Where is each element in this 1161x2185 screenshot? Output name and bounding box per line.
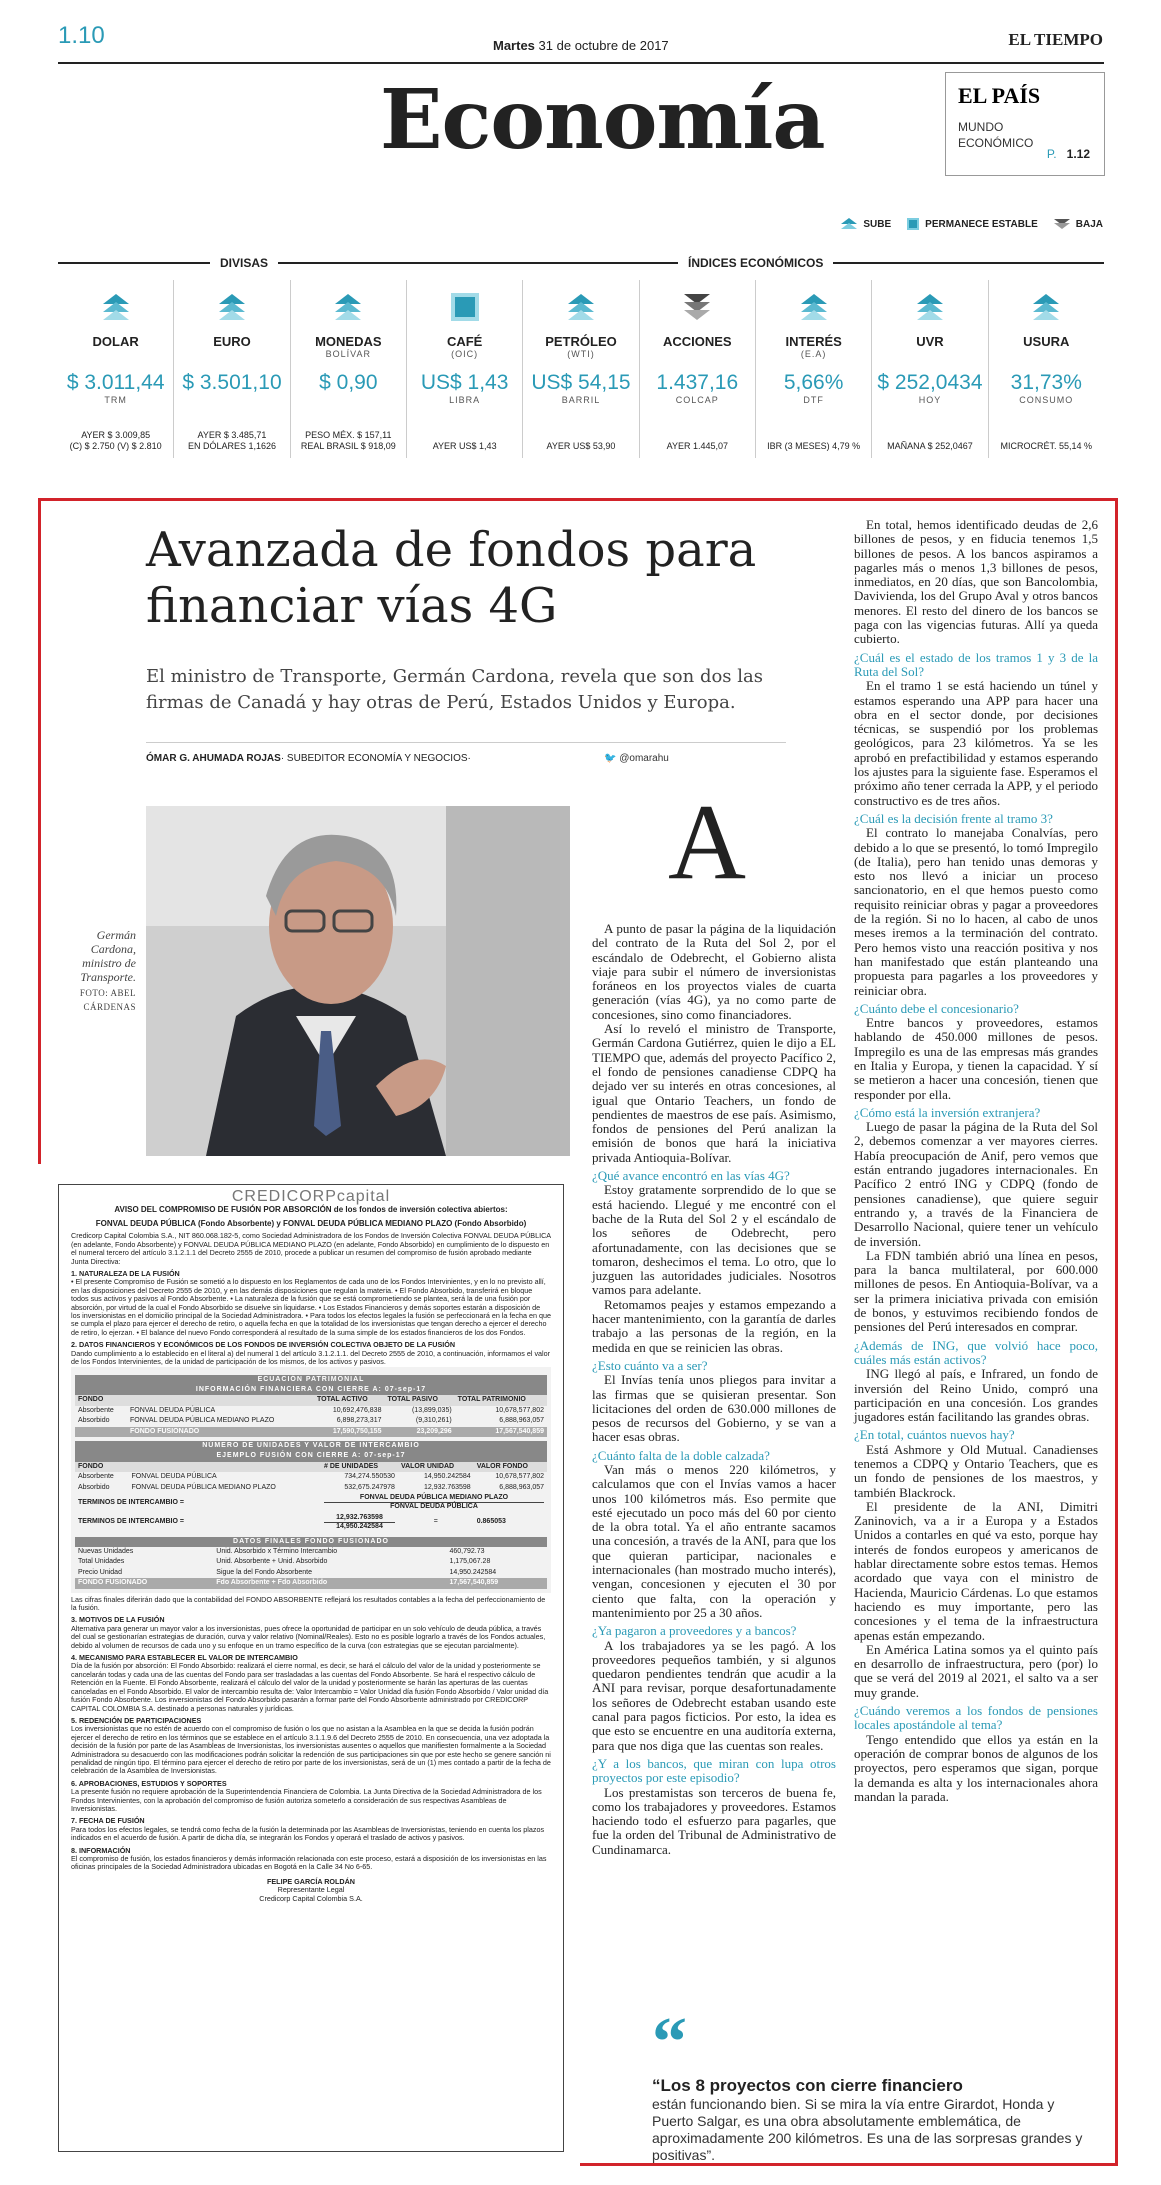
column-header: VALOR UNIDAD (400, 1462, 455, 1470)
table-cell: Fdo Absorbente + Fdo Absorbido (216, 1579, 328, 1587)
indicator-name: PETRÓLEO (545, 334, 617, 349)
paragraph: En total, hemos identificado deudas de 2,6 billones de pesos, y en fiducia tenemos 1,5 billones de pesos. A los bancos aspiramos a pagarles más o menos 1,3 billones de pesos, inmediatos, en 20 días, que son Bancolombia, Davivienda, los del Grupo Aval y otros bancos menores. El resto del dinero de los bancos se paga con las vigencias futuras. Allí ya queda cubierto. (854, 517, 1098, 647)
indicator-foot1: AYER US$ 1,43 (432, 441, 497, 451)
up-arrow-icon (291, 290, 406, 324)
indicator-sub (872, 349, 987, 361)
indicator-6 (756, 280, 872, 458)
paragraph: El contrato lo manejaba Conalvías, pero debido a lo que se presentó, lo tomó Impregilo (de Italia), pero han tenido unas demoras y esto nos llevó a iniciar un proceso sancionatorio, en el que hemos puesto como requisito reiniciar obras y pagar a proveedores de la región. Si no lo hacen, al cabo de unos meses iremos a la terminación del contrato. Pero hemos visto una reacción positiva y nos han manifestado que están planteando una propuesta para pagarles a los proveedores y reiniciar obra. (854, 825, 1098, 998)
indicator-sub: (E.A) (800, 349, 827, 359)
article-column-3 (854, 518, 1098, 1804)
question-heading: ¿En total, cuántos nuevos hay? (854, 1427, 1015, 1443)
table-cell: Total Unidades (78, 1558, 125, 1566)
partner-sub1: MUNDO (958, 120, 1004, 134)
date-rest: 31 de octubre de 2017 (538, 38, 669, 53)
indicator-name: ACCIONES (662, 334, 732, 349)
t2-x1b: FONVAL DEUDA PÚBLICA (390, 1503, 478, 1511)
t2-x2c: = (433, 1518, 438, 1526)
page-date (493, 38, 669, 53)
indicator-value: $ 0,90 (319, 371, 378, 394)
table-cell: 460,792.73 (449, 1548, 485, 1555)
t2-sub: EJEMPLO FUSIÓN CON CIERRE A: 07-sep-17 (75, 1451, 547, 1461)
ad-tables (71, 1367, 551, 1593)
sig-company: Credicorp Capital Colombia S.A. (259, 1893, 363, 1903)
indicator-4 (523, 280, 639, 458)
table-cell: 532,675.247978 (344, 1483, 395, 1491)
table-row (75, 1427, 547, 1437)
byline (146, 742, 786, 764)
table-cell: Nuevas Unidades (78, 1548, 134, 1555)
photo-caption (58, 928, 136, 1014)
table-cell: (9,310,261) (415, 1417, 452, 1425)
table-row (75, 1568, 547, 1578)
article-column-2 (592, 922, 836, 1857)
t1-sub: INFORMACIÓN FINANCIERA CON CIERRE A: 07-sep-17 (75, 1385, 547, 1395)
pull-quote (652, 2004, 1092, 2164)
table-row (75, 1557, 547, 1567)
stable-square-icon (907, 218, 919, 230)
question-heading: ¿Además de ING, que volvió hace poco, cuáles más están activos? (854, 1337, 1098, 1367)
table-row (75, 1483, 547, 1493)
indicator-foot2: REAL BRASIL $ 918,09 (300, 441, 396, 451)
t2-x2d: 0.865053 (476, 1518, 506, 1526)
drop-cap: A (668, 783, 746, 902)
t1-head: ECUACIÓN PATRIMONIAL (75, 1375, 547, 1385)
indicator-name: UVR (916, 334, 944, 349)
table-cell: 6,888,963,057 (499, 1417, 544, 1425)
column-header: TOTAL PASIVO (387, 1396, 438, 1404)
legend-down: BAJA (1075, 218, 1103, 230)
indicator-sub (989, 349, 1104, 361)
question-heading: ¿Cuándo veremos a los fondos de pensiones locales apostándole al tema? (854, 1703, 1098, 1733)
column-header: TOTAL ACTIVO (316, 1396, 368, 1404)
t2-x1: TERMINOS DE INTERCAMBIO = (78, 1498, 184, 1506)
legend-stable: PERMANECE ESTABLE (925, 218, 1038, 230)
paragraph: Los prestamistas son terceros de buena fe, como los trabajadores y proveedores. Estamos haciendo todo el esfuerzo para pagarles, que fue la orden del Tribunal de Administrativo de Cundinamarca. (592, 1784, 836, 1857)
table-cell: Sigue la del Fondo Absorbente (216, 1568, 313, 1576)
ad-table-1 (75, 1375, 547, 1437)
table-cell: 14,950.242584 (449, 1568, 497, 1576)
table-cell: Absorbido (78, 1417, 110, 1425)
indicator-unit: LIBRA (449, 395, 481, 405)
table-cell: 734,274.550530 (344, 1473, 395, 1481)
page-number: 1.10 (58, 22, 105, 49)
indicator-unit: COLCAP (675, 395, 719, 405)
article-deck: El ministro de Transporte, Germán Cardona, revela que son dos las firmas de Canadá y hay otras de Perú, Estados Unidos y Europa. (146, 666, 763, 713)
paragraph: El Invías tenía unos pliegos para invitar a las firmas que se quisieran presentar. Son licitaciones del orden de 630.000 millones de pesos de recursos del Gobierno, y se van a hacer esas obras. (592, 1372, 836, 1445)
legal-notice-ad (58, 1184, 564, 2152)
indicator-foot1: PESO MÉX. $ 157,11 (305, 430, 392, 440)
indicator-0 (58, 280, 174, 458)
article-headline: Avanzada de fondos para financiar vías 4G (146, 522, 757, 634)
table-cell: (13,899,035) (411, 1406, 452, 1414)
date-day: Martes (493, 38, 535, 53)
indicator-foot1: MICROCRÉT. 55,14 % (1000, 441, 1093, 451)
indicator-unit: DTF (803, 395, 824, 405)
column-header: VALOR FONDO (476, 1462, 528, 1470)
author-name: ÓMAR G. AHUMADA ROJAS (146, 753, 281, 764)
up-arrow-icon (174, 290, 289, 324)
paragraph: El presidente de la ANI, Dimitri Zaninovich, va a ir a Europa y a Estados Unidos a contarles en qué va esto, porque hay interés de fondos europeos y americanos de hablar directamente sobre estos temas. Hemos acordado que vaya con el ministro de Hacienda, Mauricio Cárdenas. Lo que estamos haciendo es muy importante, pero las concesiones y el tema de la infraestructura apenas están empezando. (854, 1498, 1098, 1643)
indicator-foot1: AYER $ 3.009,85 (81, 430, 151, 440)
indicator-7 (872, 280, 988, 458)
ad-section-2-text: Dando cumplimiento a lo establecido en el literal a) del numeral 1 del artículo 3.1.2.1.1. del Decreto 2555 de 2010, a continuación, informamos el valor de los Fondos Intervinientes, de la unidad de participación de los mismos, de los activos y pasivos. (71, 1348, 551, 1367)
ad-table-3 (75, 1537, 547, 1589)
indicator-value: 31,73% (1010, 371, 1082, 394)
indicator-value: US$ 1,43 (420, 371, 509, 394)
up-arrow-icon (841, 218, 857, 230)
paragraph: Retomamos peajes y estamos empezando a hacer mantenimiento, con la garantía de darles trabajo a las personas de la región, en la medida en que se reinicien las obras. (592, 1296, 836, 1355)
column-header: FONDO (78, 1462, 104, 1470)
legend-up: SUBE (863, 218, 892, 230)
stable-square-icon (407, 290, 522, 324)
indicator-value: US$ 54,15 (531, 371, 631, 394)
table-cell: FONVAL DEUDA PÚBLICA MEDIANO PLAZO (131, 1483, 276, 1491)
ad-section-5-text: Los inversionistas que no estén de acuerdo con el compromiso de fusión o los que no asistan a la Asamblea en la que se decida la fusión podrán ejercer el derecho de retiro en los términos que se establece en el artículo 3.1.1.9.6 del Decreto 2555 de 2010. En consecuencia, una vez adoptada la decisión de la fusión por parte de las Asambleas de Inversionistas, los inversionistas ausentes o aquellos que manifiesten formalmente a la Sociedad Administradora su desacuerdo con las modificaciones podrán solicitar la redención de sus participaciones sin que por este hecho se genere sanción ni penalidad de ningún tipo. El término para ejercer el derecho de retiro por parte de los inversionistas, será de un (1) mes contado a partir de la fecha de celebración de la Asamblea de Inversionistas. (71, 1724, 551, 1776)
paragraph: Entre bancos y proveedores, estamos hablando de 450.000 millones de pesos. Impregilo es una de las empresas más grandes en Italia y Europa, y tienen la capacidad. Y sí se metieron a hacer una concesión, tienen que responder por ella. (854, 1015, 1098, 1102)
indicator-foot2: EN DÓLARES 1,1626 (187, 441, 277, 451)
table-cell: 17,590,750,155 (332, 1427, 382, 1435)
t2-x2: TERMINOS DE INTERCAMBIO = (78, 1518, 184, 1526)
indicator-sub (58, 349, 173, 361)
down-arrow-icon (1054, 218, 1070, 230)
ad-intro: Credicorp Capital Colombia S.A., NIT 860.068.182-5, como Sociedad Administradora de los Fondos de Inversión Colectiva FONVAL DEUDA PÚBLICA (en adelante, Fondo Absorbente) y FONVAL DEUDA PÚBLICA MEDIANO PLAZO (en adelante, Fondo Absorbido) en cumplimiento de lo dispuesto en el numeral tercero del artículo 3.1.2.1.1 del Decreto 2555 de 2010, procede a publicar un resumen del compromiso de fusión aprobado mediante Junta Directiva: (71, 1231, 551, 1266)
indicator-name: DOLAR (92, 334, 139, 349)
sig-role: Representante Legal (277, 1885, 345, 1895)
question-heading: ¿Esto cuánto va a ser? (592, 1357, 708, 1373)
table-cell: FONVAL DEUDA PÚBLICA (131, 1473, 217, 1481)
paragraph: Así lo reveló el ministro de Transporte, Germán Cardona Gutiérrez, quien le dijo a EL TIEMPO que, además del proyecto Pacífico 2, el fondo de pensiones canadiense CDPQ ha dejado ver su interés en otras concesiones, al igual que Ontario Teachers, un fondo de pendientes de maestros de ese país. Asimismo, fondos de pensiones del Perú analizan la emisión de bonos que hará la iniciativa privada Antioquia-Bolívar. (592, 1021, 836, 1165)
table-row (75, 1547, 547, 1557)
table-cell: FONDO FUSIONADO (130, 1427, 200, 1435)
t2-head: NÚMERO DE UNIDADES Y VALOR DE INTERCAMBIO (75, 1441, 547, 1451)
quote-body: están funcionando bien. Si se mira la vía entre Girardot, Honda y Puerto Salgar, es una obra absolutamente emblemática, de aproximadamente 200 kilómetros. Es una de las sorpresas grandes y positivas”. (652, 2096, 1083, 2163)
question-heading: ¿Cuál es la decisión frente al tramo 3? (854, 810, 1053, 826)
indicator-value: $ 3.501,10 (182, 371, 282, 394)
section-title: Economía (380, 72, 825, 168)
indicator-2 (291, 280, 407, 458)
up-arrow-icon (756, 290, 871, 324)
table-cell (75, 1427, 127, 1437)
indicator-sub: (OIC) (451, 349, 479, 359)
table-cell: 1,175,067.28 (449, 1558, 491, 1566)
table-cell: Absorbido (78, 1483, 110, 1491)
caption-text: Germán Cardona, ministro de Transporte. (80, 928, 136, 984)
indicators-strip (58, 280, 1104, 458)
credicorp-logo: CREDICORPcapital (231, 1188, 391, 1205)
ad-section-7-text: Para todos los efectos legales, se tendrá como fecha de la fusión la determinada por las Asambleas de Inversionistas, teniendo en cuenta los plazos indicados en el acuerdo de fusión. A partir de dicha día, se integrarán los Fondos y operará el traslado de activos y pasivos. (71, 1824, 545, 1843)
column-header: TOTAL PATRIMONIO (457, 1396, 526, 1404)
table-cell: Unid. Absorbido x Término Intercambio (216, 1548, 338, 1555)
indicator-value: 1.437,16 (656, 371, 739, 394)
indicator-foot1: IBR (3 MESES) 4,79 % (767, 441, 861, 451)
table-cell: Unid. Absorbente + Unid. Absorbido (216, 1558, 328, 1566)
ad-section-4: 4. MECANISMO PARA ESTABLECER EL VALOR DE INTERCAMBIO (71, 1653, 298, 1663)
paragraph: A punto de pasar la página de la liquidación del contrato de la Ruta del Sol 2, por el escándalo de Odebrecht, el Gobierno alista viaje para subir el número de inversionistas foráneos en los proyectos viales de cuarta generación (vías 4G), ya no como parte de concesiones, sino como financiadores. (592, 921, 836, 1022)
divisas-label: DIVISAS (210, 256, 278, 270)
table-row (75, 1416, 547, 1426)
indicator-unit: BARRIL (561, 395, 601, 405)
t2-x1a: FONVAL DEUDA PÚBLICA MEDIANO PLAZO (324, 1494, 544, 1503)
ad-section-5: 5. REDENCIÓN DE PARTICIPACIONES (71, 1715, 202, 1725)
table-cell: Absorbente (78, 1473, 114, 1481)
table-cell: 6,898,273,317 (336, 1417, 382, 1425)
newspaper-brand: EL TIEMPO (1008, 30, 1103, 49)
indicator-unit: TRM (104, 395, 127, 405)
paragraph: En el tramo 1 se está haciendo un túnel y estamos esperando una APP para hacer una obra en el sector donde, por decisiones técnicas, se suspendió por los problemas geológicos, para 23 kilómetros. Ya se les aprobó en prefactibilidad y estamos esperando los ajustes para la siguiente fase. Esperamos el próximo año tener cerrada la APP, y el periodo constructivo es de tres años. (854, 678, 1098, 808)
ad-section-6-text: La presente fusión no requiere aprobación de la Superintendencia Financiera de Colombia. La Junta Directiva de la Sociedad Administradora de los Fondos Intervinientes, con la aprobación del compromiso de fusión autoriza someterlo a consideración de sus respectivas Asambleas de Inversionistas. (71, 1787, 542, 1813)
paragraph: A los trabajadores ya se les pagó. A los proveedores pequeños también, y si algunos quedaron pendientes tendrán que acudir a la ANI para revisar, porque desafortunadamente los señores de Odebrecht estaban usando este canal para pagos ficticios. Por esto, la idea es que esto se encuentre en una auditoría externa, para que nos diga que las cuentas son reales. (592, 1637, 836, 1753)
ad-section-8-text: El compromiso de fusión, los estados financieros y demás información relacionada con este proceso, estará a disposición de los inversionistas en las oficinas principales de la Sociedad Administradora ubicadas en Bogotá en la Calle 34 No 6-65. (71, 1854, 547, 1872)
table-cell: 23,209,296 (416, 1427, 452, 1435)
indicator-5 (640, 280, 756, 458)
indicator-sub (640, 349, 755, 361)
caption-credit: FOTO: ABEL CÁRDENAS (79, 988, 136, 1012)
question-heading: ¿Cuál es el estado de los tramos 1 y 3 de la Ruta del Sol? (854, 649, 1098, 679)
indicator-sub: (WTI) (567, 349, 595, 359)
down-arrow-icon (640, 290, 755, 324)
indices-label: ÍNDICES ECONÓMICOS (678, 256, 833, 270)
question-heading: ¿Cómo está la inversión extranjera? (854, 1104, 1041, 1120)
t2-x2a: 12,932.763598 (324, 1514, 395, 1523)
minister-photo (146, 806, 570, 1156)
indicator-unit: CONSUMO (1019, 395, 1074, 405)
table-cell: Absorbente (78, 1406, 114, 1414)
table-cell: FONVAL DEUDA PÚBLICA MEDIANO PLAZO (130, 1417, 275, 1425)
author-twitter[interactable]: @omarahu (619, 753, 669, 764)
up-arrow-icon (989, 290, 1104, 324)
ad-section-3: 3. MOTIVOS DE LA FUSIÓN (71, 1615, 165, 1625)
twitter-bird-icon: 🐦 (604, 753, 617, 764)
table-cell: 10,692,476,838 (332, 1406, 382, 1414)
ad-title-2: FONVAL DEUDA PÚBLICA (Fondo Absorbente) y FONVAL DEUDA PÚBLICA MEDIANO PLAZO (Fondo Absorbido) (95, 1219, 527, 1229)
quote-title: “Los 8 proyectos con cierre financiero (652, 2076, 963, 2095)
indicator-name: INTERÉS (785, 334, 842, 349)
up-arrow-icon (58, 290, 173, 324)
paragraph: La FDN también abrió una línea en pesos, para la banca multilateral, por 600.000 millones de pesos. En Antioquia-Bolívar, va a ser la primera iniciativa privada con emisión de bonos, y estuvimos recibiendo fondos de pensiones del Perú interesados en comprar. (854, 1247, 1098, 1335)
indicator-foot1: AYER US$ 53,90 (546, 441, 616, 451)
t3-body (75, 1547, 547, 1589)
ad-section-3-text: Alternativa para generar un mayor valor a los inversionistas, pues ofrece la oportunidad de participar en un solo vehículo de deuda pública, a través del cual se gestionarían estrategias de duración, curva y valor relativo (Nominal/Reales). Esto no es posible lograrlo a través de los Fondos actuales, debido al volumen de recursos de cada uno y su enfoque en un tramo específico de la curva (con estrategias que se ejecutan parcialmente). (71, 1623, 546, 1650)
quote-mark-icon: “ (652, 2004, 687, 2081)
indicator-foot1: MAÑANA $ 252,0467 (887, 441, 973, 451)
question-heading: ¿Qué avance encontró en las vías 4G? (592, 1168, 790, 1184)
partner-title: EL PAÍS (958, 83, 1041, 108)
paragraph: ING llegó al país, e Infrared, un fondo de inversión del Reino Unido, compró una participación en una concesión. Los grandes jugadores están facilitando las grandes obras. (854, 1366, 1098, 1425)
ad-section-7: 7. FECHA DE FUSIÓN (71, 1816, 145, 1826)
indicator-8 (989, 280, 1104, 458)
table-cell: 14,950.242584 (423, 1473, 471, 1481)
header-rule (58, 62, 1104, 64)
ad-section-6: 6. APROBACIONES, ESTUDIOS Y SOPORTES (71, 1778, 227, 1788)
table-cell: 10,678,577,802 (495, 1406, 544, 1414)
t1-body (75, 1406, 547, 1437)
indicator-name: CAFÉ (446, 334, 483, 349)
t1-columns (75, 1395, 547, 1405)
column-header: # DE UNIDADES (324, 1462, 379, 1470)
indicator-3 (407, 280, 523, 458)
paragraph: Estoy gratamente sorprendido de lo que se está haciendo. Llegué y me encontré con el bache de la Ruta del Sol 2 y el escándalo de los señores de Odebrecht, pero afortunadamente, con las decisiones que se tomaron, deshecimos el tema. Lo otro, que lo juzguen las autoridades judiciales. Nosotros vamos para adelante. (592, 1182, 836, 1298)
partner-page-letter: P. (1046, 147, 1057, 161)
ad-table-2 (75, 1441, 547, 1533)
ad-table-note: Las cifras finales diferirán dado que la contabilidad del FONDO ABSORBENTE reflejará los resultados contables a la fecha del perfeccionamiento de la fusión. (71, 1594, 546, 1613)
ad-section-8: 8. INFORMACIÓN (71, 1845, 131, 1855)
table-row (75, 1472, 547, 1482)
t2-columns (75, 1462, 547, 1472)
partner-box[interactable] (945, 72, 1105, 176)
ad-title-1: AVISO DEL COMPROMISO DE FUSIÓN POR ABSORCIÓN de los fondos de inversión colectiva abiertos: (114, 1205, 508, 1215)
column-header: FONDO (78, 1396, 104, 1404)
table-cell: 17,567,540,859 (449, 1579, 499, 1587)
paragraph: En América Latina somos ya el quinto país en desarrollo de infraestructura, pero (por) lo que se verá del 2019 al 2021, el salto va a ser muy grande. (854, 1641, 1098, 1700)
ad-signature (71, 1878, 551, 1903)
indicator-legend (841, 218, 1103, 230)
ad-section-4-text: Día de la fusión por absorción: El Fondo Absorbido: realizará el cierre normal, es decir, se hará el cálculo del valor de la unidad y posteriormente se cancelarán todas y cada una de las cuentas del Fondo para ser trasladadas a las cuentas del Fondo Absorbente. Se hará el respectivo cálculo de Retención en la Fuente. El Fondo Absorbente, realizará el cálculo del valor de la unidad y posteriormente se harán las aperturas de las cuentas canceladas en el Fondo Absorbido. El valor de intercambio resulta de: Valor Intercambio = Valor Unidad día fusión Fondo Absorbido / Valor unidad día fusión Fondo Absorbente. Los inversionistas del Fondo Absorbido pasarán a formar parte del Fondo Absorbente administrado por CREDICORP CAPITAL COLOMBIA S.A. destinado a personas naturales y jurídicas. (71, 1661, 549, 1713)
question-heading: ¿Y a los bancos, que miran con lupa otros proyectos por este episodio? (592, 1755, 836, 1786)
up-arrow-icon (523, 290, 638, 324)
question-heading: ¿Cuánto falta de la doble calzada? (592, 1447, 770, 1463)
ad-section-1-text: • El presente Compromiso de Fusión se sometió a lo dispuesto en los Reglamentos de cada uno de los Fondos Intervinientes, y en lo no previsto allí, en las disposiciones del Decreto 2555 de 2010, y en las demás disposiciones que regulan la materia. • El Fondo Absorbido, transferirá en bloque todos sus activos y pasivos al Fondo Absorbente. • La naturaleza de la fusión que se está comprometiendo se plantea, será la de una fusión por absorción, por virtud de la cual el Fondo Absorbido se disuelve sin liquidarse. • Los Estados Financieros y demás soportes estarán a disposición de los inversionistas en el domicilio principal de la Sociedad Administradora. • Para todos los efectos legales la fusión se perfeccionará en la fecha en que se cumpla el plazo para ejercer el derecho de retiro, o aquella fecha en que la totalidad de los inversionistas que tengan derecho a ejercer el derecho de retiro, lo ejerzan. • El balance del nuevo Fondo corresponderá al resultado de la suma simple de los estados financieros de los dos Fondos. (71, 1277, 551, 1337)
table-cell: 10,678,577,802 (495, 1473, 544, 1481)
indicator-sub: BOLÍVAR (325, 349, 371, 359)
table-row (75, 1578, 547, 1588)
paragraph: Van más o menos 220 kilómetros, y calculamos que con el Invías vamos a hacer unos 100 kilómetros más. Eso permite que esté ejecutado un poco más del 60 por ciento de la obra total. Ya el año entrante sacamos una concesión, a través de la ANI, para que los que quieran participar, nacionales e internacionales (han mostrado mucho interés), vengan, concesionen y ejecuten el 30 por ciento que falta, con la operación y mantenimiento por 25 a 30 años. (592, 1461, 836, 1620)
partner-sub2: ECONÓMICO (958, 136, 1034, 150)
paragraph: Luego de pasar la página de la Ruta del Sol 2, debemos comenzar a ver mayores cierres. Había preocupación de Anif, pero vemos que están entrando jugadores internacionales. En Pacífico 2 entró ING y CDPQ (fondo de pensiones canadiense), que quiere seguir entrando y, a través de la Financiera de Desarrollo Nacional, quiere tener un vehículo de inversión. (854, 1119, 1098, 1249)
indicator-name: MONEDAS (315, 334, 382, 349)
up-arrow-icon (872, 290, 987, 324)
table-cell: 12,932.763598 (423, 1483, 471, 1491)
indicator-name: USURA (1023, 334, 1070, 349)
question-heading: ¿Ya pagaron a proveedores y a bancos? (592, 1623, 797, 1639)
indicator-value: $ 252,0434 (877, 371, 983, 394)
ad-section-1: 1. NATURALEZA DE LA FUSIÓN (71, 1269, 180, 1279)
t2-body (75, 1472, 547, 1493)
table-row (75, 1406, 547, 1416)
indicator-1 (174, 280, 290, 458)
ad-section-2: 2. DATOS FINANCIEROS Y ECONÓMICOS DE LOS FONDOS DE INVERSIÓN COLECTIVA OBJETO DE LA FUSIÓN (71, 1340, 456, 1350)
table-cell: 6,888,963,057 (499, 1483, 544, 1491)
t2-x2b: 14,950.242584 (336, 1523, 383, 1531)
table-cell: FONVAL DEUDA PÚBLICA (130, 1406, 216, 1414)
indicator-value: 5,66% (783, 371, 844, 394)
indicator-value: $ 3.011,44 (66, 371, 165, 394)
indicator-name: EURO (213, 334, 251, 349)
indicator-foot1: AYER 1.445,07 (666, 441, 728, 451)
table-cell: FONDO FUSIONADO (78, 1579, 148, 1587)
paragraph: Tengo entendido que ellos ya están en la operación de comprar bonos de algunos de los proyectos, pero esperamos que sigan, porque la demanda es alta y los internacionales ahora mandan la parada. (854, 1731, 1098, 1804)
partner-page-num: 1.12 (1066, 147, 1090, 161)
indicator-unit: HOY (918, 395, 942, 405)
table-cell: 17,567,540,859 (495, 1427, 544, 1435)
author-role: · SUBEDITOR ECONOMÍA Y NEGOCIOS· (280, 753, 471, 764)
indicator-foot2: (C) $ 2.750 (V) $ 2.810 (69, 441, 162, 451)
indicator-sub (174, 349, 289, 361)
sig-name: FELIPE GARCÍA ROLDÁN (267, 1876, 355, 1886)
t3-head: DATOS FINALES FONDO FUSIONADO (75, 1537, 547, 1547)
indicator-foot1: AYER $ 3.485,71 (197, 430, 267, 440)
paragraph: Está Ashmore y Old Mutual. Canadienses tenemos a CDPQ y Ontario Teachers, que es un fondo de pensiones de los maestros, y también Blackrock. (854, 1441, 1098, 1500)
table-cell: Precio Unidad (78, 1568, 122, 1576)
question-heading: ¿Cuánto debe el concesionario? (854, 1000, 1019, 1016)
